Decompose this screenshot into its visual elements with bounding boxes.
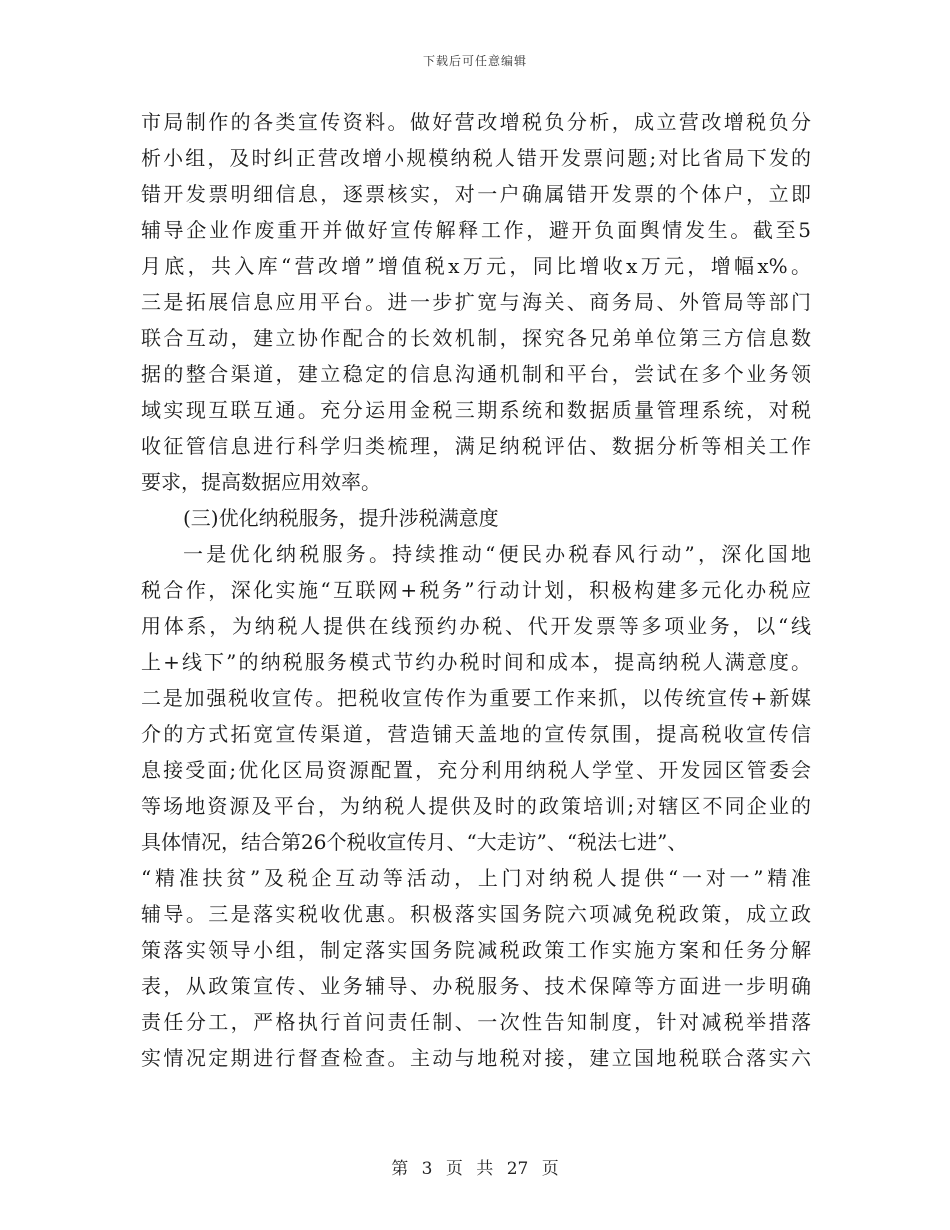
- text-line: 用体系，为纳税人提供在线预约办税、代开发票等多项业务，以“线: [141, 614, 811, 638]
- text-line: 实情况定期进行督查检查。主动与地税对接，建立国地税联合落实六: [141, 1046, 811, 1070]
- text-line: 上+线下”的纳税服务模式节约办税时间和成本，提高纳税人满意度。: [141, 650, 811, 674]
- body-text: [141, 104, 811, 1076]
- text-line: 息接受面;优化区局资源配置，充分利用纳税人学堂、开发园区管委会: [141, 758, 811, 782]
- text-line: 辅导。三是落实税收优惠。积极落实国务院六项减免税政策，成立政: [141, 902, 811, 926]
- text-line: 二是加强税收宣传。把税收宣传作为重要工作来抓，以传统宣传+新媒: [141, 686, 811, 710]
- text-line: 辅导企业作废重开并做好宣传解释工作，避开负面舆情发生。截至5: [141, 218, 811, 242]
- page-footer: 第 3 页 共 27 页: [391, 1159, 559, 1179]
- text-line: “精准扶贫”及税企互动等活动，上门对纳税人提供“一对一”精准: [141, 866, 811, 890]
- text-line: 等场地资源及平台，为纳税人提供及时的政策培训;对辖区不同企业的: [141, 794, 811, 818]
- page-header: 下载后可任意编辑: [422, 54, 527, 68]
- text-line: 要求，提高数据应用效率。: [141, 470, 381, 494]
- text-line: 策落实领导小组，制定落实国务院减税政策工作实施方案和任务分解: [141, 938, 811, 962]
- text-line: 域实现互联互通。充分运用金税三期系统和数据质量管理系统，对税: [141, 398, 811, 422]
- text-line: 表，从政策宣传、业务辅导、办税服务、技术保障等方面进一步明确: [141, 974, 811, 998]
- text-line: 市局制作的各类宣传资料。做好营改增税负分析，成立营改增税负分: [141, 110, 811, 134]
- text-line: 收征管信息进行科学归类梳理，满足纳税评估、数据分析等相关工作: [141, 434, 811, 458]
- text-line: 月底，共入库“营改增”增值税x万元，同比增收x万元，增幅x%。: [141, 254, 811, 278]
- text-line: 错开发票明细信息，逐票核实，对一户确属错开发票的个体户，立即: [141, 182, 811, 206]
- text-line: 一是优化纳税服务。持续推动“便民办税春风行动”，深化国地: [183, 542, 811, 566]
- text-line: 联合互动，建立协作配合的长效机制，探究各兄弟单位第三方信息数: [141, 326, 811, 350]
- text-line: 析小组，及时纠正营改增小规模纳税人错开发票问题;对比省局下发的: [141, 146, 811, 170]
- text-line: 责任分工，严格执行首问责任制、一次性告知制度，针对减税举措落: [141, 1010, 811, 1034]
- text-line: 据的整合渠道，建立稳定的信息沟通机制和平台，尝试在多个业务领: [141, 362, 811, 386]
- text-line: 具体情况，结合第26个税收宣传月、“大走访”、“税法七进”、: [141, 830, 688, 854]
- text-line: 介的方式拓宽宣传渠道，营造铺天盖地的宣传氛围，提高税收宣传信: [141, 722, 811, 746]
- text-line: 税合作，深化实施“互联网+税务”行动计划，积极构建多元化办税应: [141, 578, 811, 602]
- section-heading: (三)优化纳税服务，提升涉税满意度: [183, 506, 499, 530]
- text-line: 三是拓展信息应用平台。进一步扩宽与海关、商务局、外管局等部门: [141, 290, 811, 314]
